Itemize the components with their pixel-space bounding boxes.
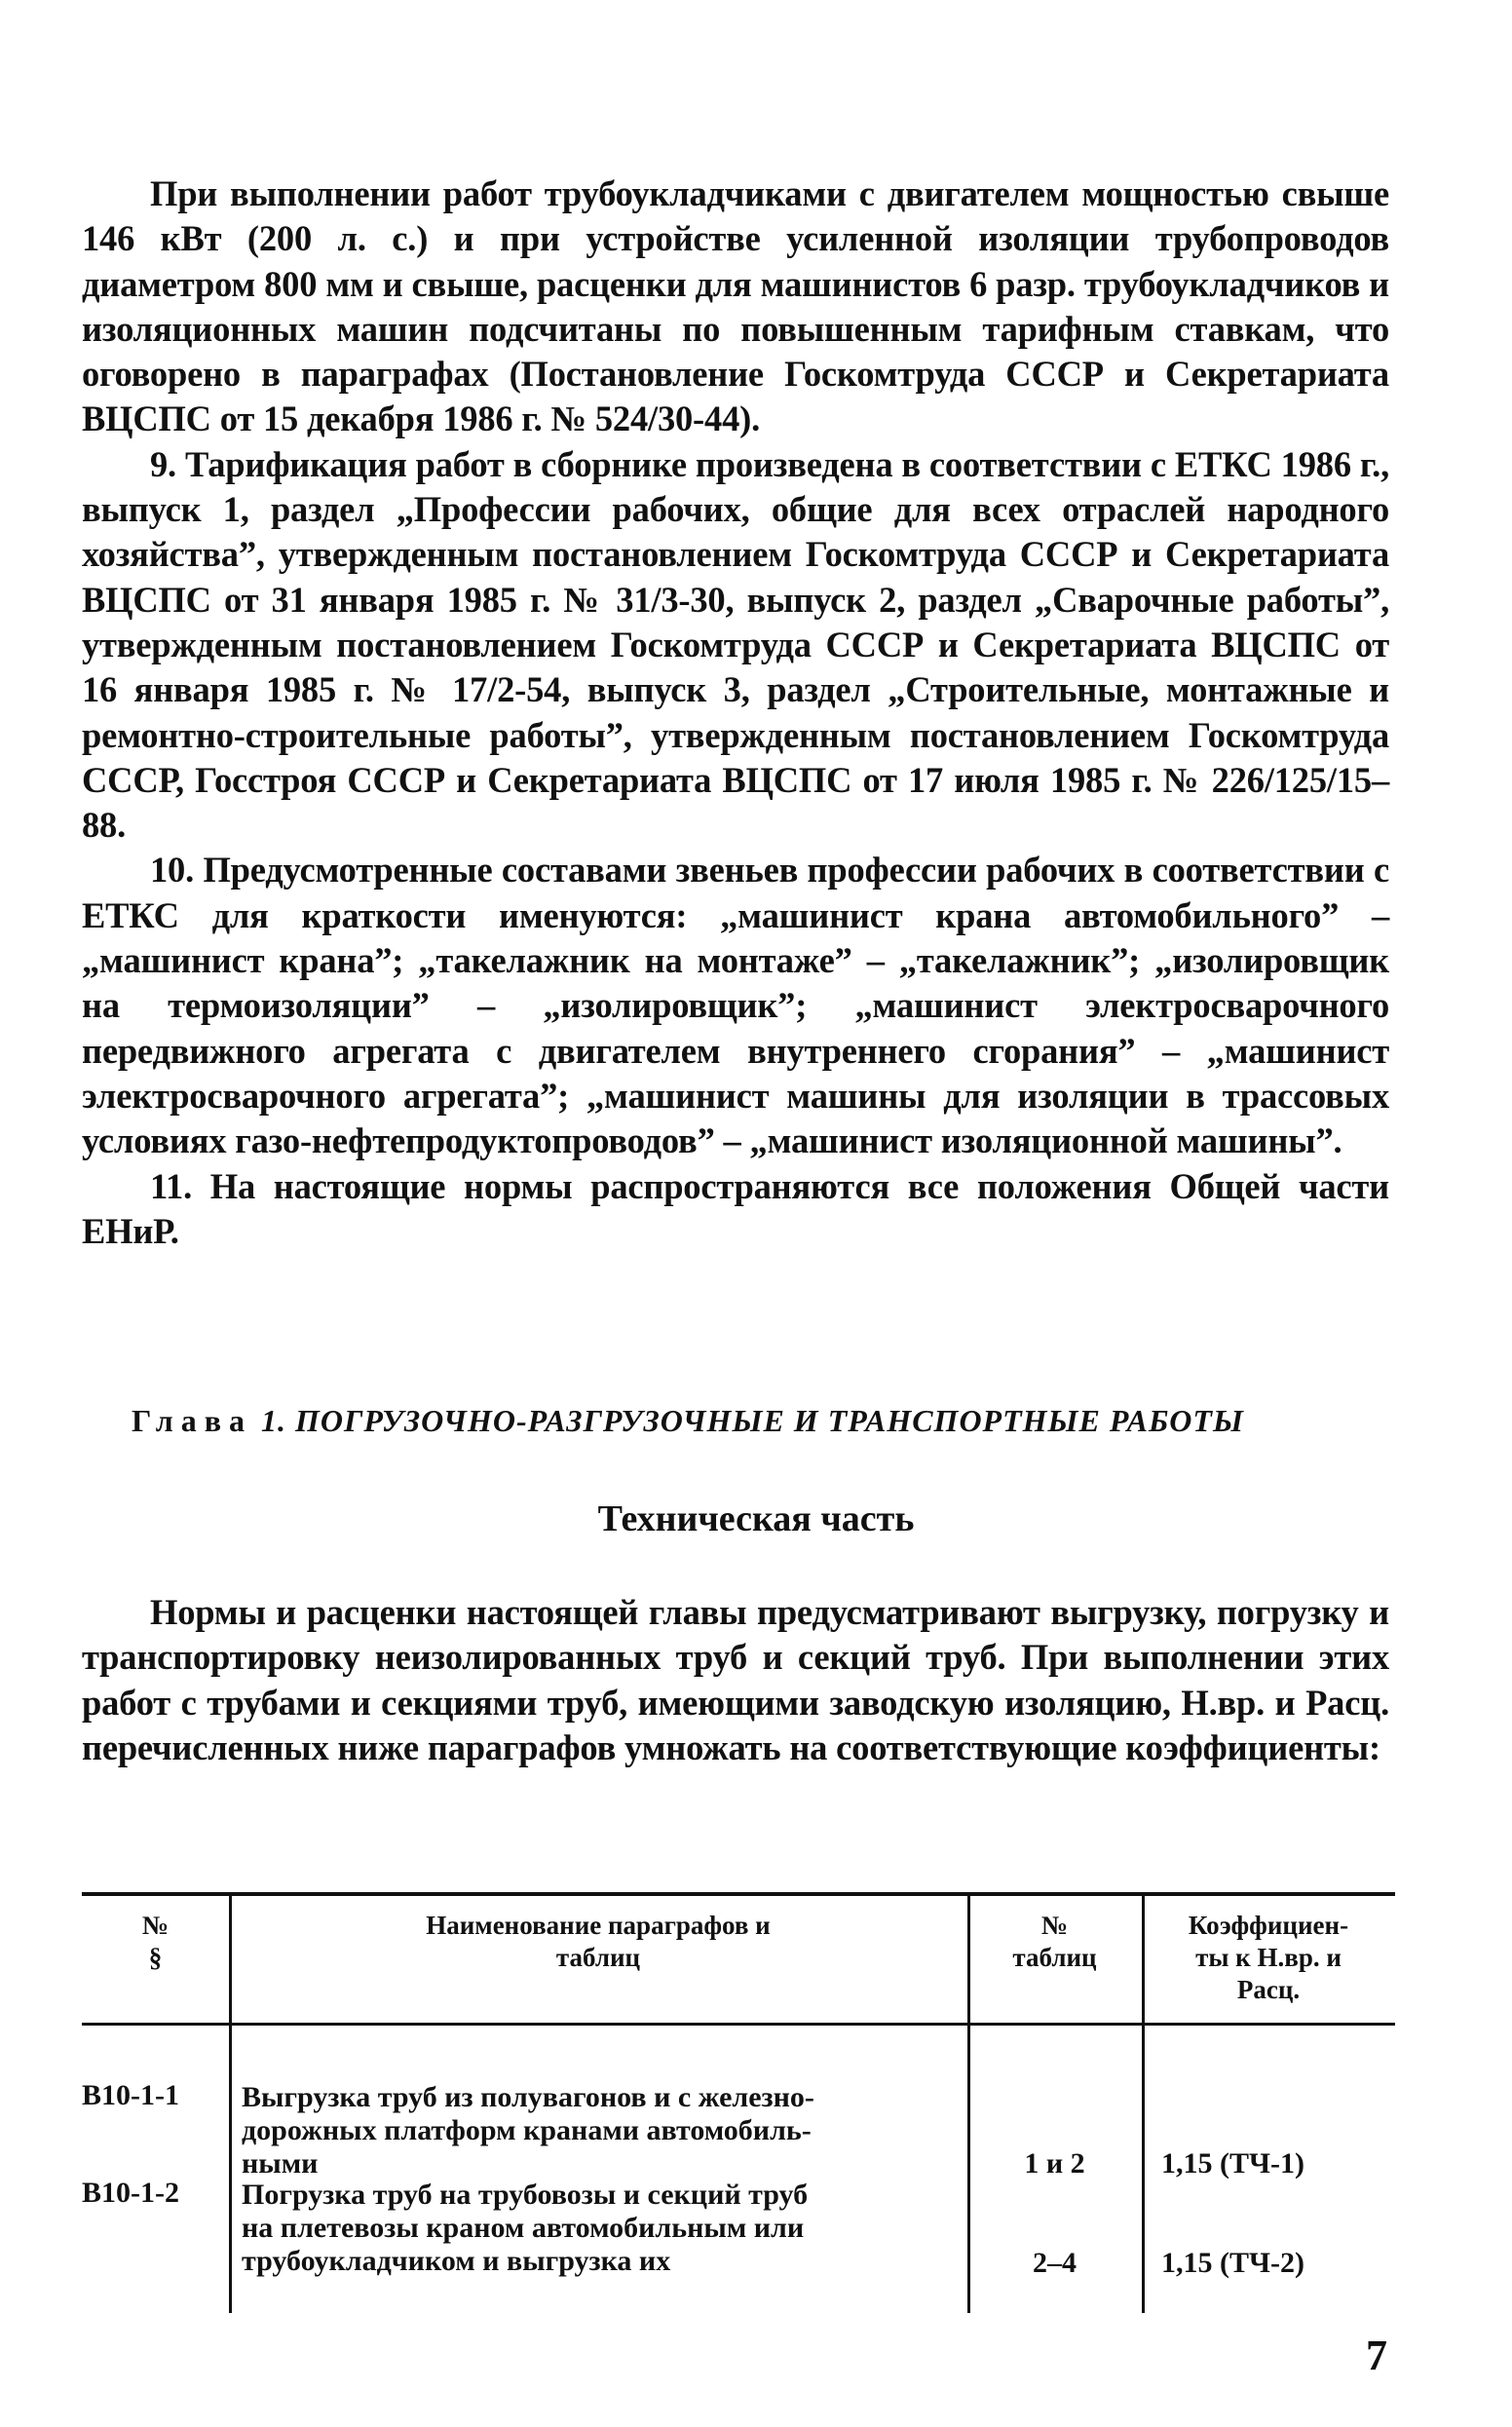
table-row-coef: 1,15 (ТЧ-1): [1161, 2147, 1304, 2180]
header-name-line-1: Наименование параграфов и: [426, 1911, 771, 1940]
table-row-name: [242, 2179, 963, 2278]
header-coef-line-3: Расц.: [1236, 1975, 1301, 2004]
section-title: Техническая часть: [597, 1498, 915, 1539]
intro-text: [82, 171, 1389, 1254]
table-row-code: В10-1-1: [82, 2079, 179, 2111]
table-row-name-line: Выгрузка труб из полувагонов и с железно-: [242, 2081, 814, 2113]
table-row-name-line: Погрузка труб на трубовозы и секций труб: [242, 2179, 809, 2211]
header-paragraph-no: [82, 1910, 229, 1974]
intro-paragraph-10: 10. Предусмотренные составами звеньев профессии рабочих в соответствии с ЕТКС для краткости именуются: „машинист крана автомобильного” – „машинист крана”; „такелажник на монтаже” – „такелажник”; „изолировщик на термоизоляции” – „изолировщик”; „машинист электросварочного передвижного агрегата с двигателем внутреннего сгорания” – „машинист электросварочного агрегата”; „машинист машины для изоляции в трассовых условиях газо-нефтепродуктопроводов” – „машинист изоляционной машины”.: [82, 850, 1389, 1161]
header-table-no: [967, 1910, 1142, 1974]
table-row-name-line: на плетевозы краном автомобильным или: [242, 2212, 805, 2244]
header-coef-line-1: Коэффициен-: [1188, 1911, 1349, 1940]
table-row-tables: 1 и 2: [1024, 2147, 1085, 2180]
table-row-name-line: дорожных платформ кранами автомобиль-: [242, 2114, 812, 2146]
header-coef-line-2: ты к Н.вр. и: [1195, 1943, 1342, 1972]
header-name: [229, 1910, 967, 1974]
page-number: 7: [1366, 2332, 1387, 2379]
chapter-paragraph: Нормы и расценки настоящей главы предусматривают выгрузку, погрузку и транспортировку неизолированных труб и секций труб. При выполнении этих работ с трубами и секциями труб, имеющими заводскую изоляцию, Н.вр. и Расц. перечисленных ниже параграфов умножать на соответствующие коэффициенты:: [82, 1592, 1389, 1767]
intro-paragraph-1: При выполнении работ трубоукладчиками с двигателем мощностью свыше 146 кВт (200 л. с.) и при устройстве усиленной изоляции трубопроводов диаметром 800 мм и свыше, расценки для машинистов 6 разр. трубоукладчиков и изоляционных машин подсчитаны по повышенным тарифным ставкам, что оговорено в параграфах (Постановление Госкомтруда СССР и Секретариата ВЦСПС от 15 декабря 1986 г. № 524/30-44).: [82, 173, 1389, 439]
header-coefficients: [1142, 1910, 1395, 2006]
table-top-rule: [82, 1892, 1395, 1896]
table-row-name-line: ными: [242, 2147, 319, 2180]
table-row-code: В10-1-2: [82, 2177, 179, 2209]
header-no-symbol: №: [141, 1911, 170, 1940]
chapter-heading: [132, 1403, 1244, 1439]
chapter-label: Глава: [132, 1403, 252, 1438]
intro-paragraph-11: 11. На настоящие нормы распространяются все положения Общей части ЕНиР.: [82, 1165, 1389, 1251]
table-row-tables: 2–4: [1033, 2247, 1077, 2279]
header-section-symbol: §: [148, 1943, 163, 1972]
coefficient-table: [82, 1892, 1395, 2313]
table-row-name-line: трубоукладчиком и выгрузка их: [242, 2245, 671, 2277]
header-table-no-symbol: №: [1040, 1911, 1069, 1940]
header-table-no-label: таблиц: [1012, 1943, 1097, 1972]
table-header-rule: [82, 2023, 1395, 2026]
table-row-name: [242, 2081, 963, 2181]
chapter-body: [82, 1590, 1389, 1770]
intro-paragraph-9: 9. Тарификация работ в сборнике произведена в соответствии с ЕТКС 1986 г., выпуск 1, раздел „Профессии рабочих, общие для всех отраслей народного хозяйства”, утвержденным постановлением Госкомтруда СССР и Секретариата ВЦСПС от 31 января 1985 г. № 31/3-30, выпуск 2, раздел „Сварочные работы”, утвержденным постановлением Госкомтруда СССР и Секретариата ВЦСПС от 16 января 1985 г. № 17/2-54, выпуск 3, раздел „Строительные, монтажные и ремонтно-строительные работы”, утвержденным постановлением Госкомтруда СССР, Госстроя СССР и Секретариата ВЦСПС от 17 июля 1985 г. № 226/125/15–88.: [82, 443, 1389, 846]
table-row-coef: 1,15 (ТЧ-2): [1161, 2247, 1304, 2279]
header-name-line-2: таблиц: [555, 1943, 641, 1972]
chapter-title: 1. ПОГРУЗОЧНО-РАЗГРУЗОЧНЫЕ И ТРАНСПОРТНЫЕ РАБОТЫ: [260, 1403, 1244, 1438]
